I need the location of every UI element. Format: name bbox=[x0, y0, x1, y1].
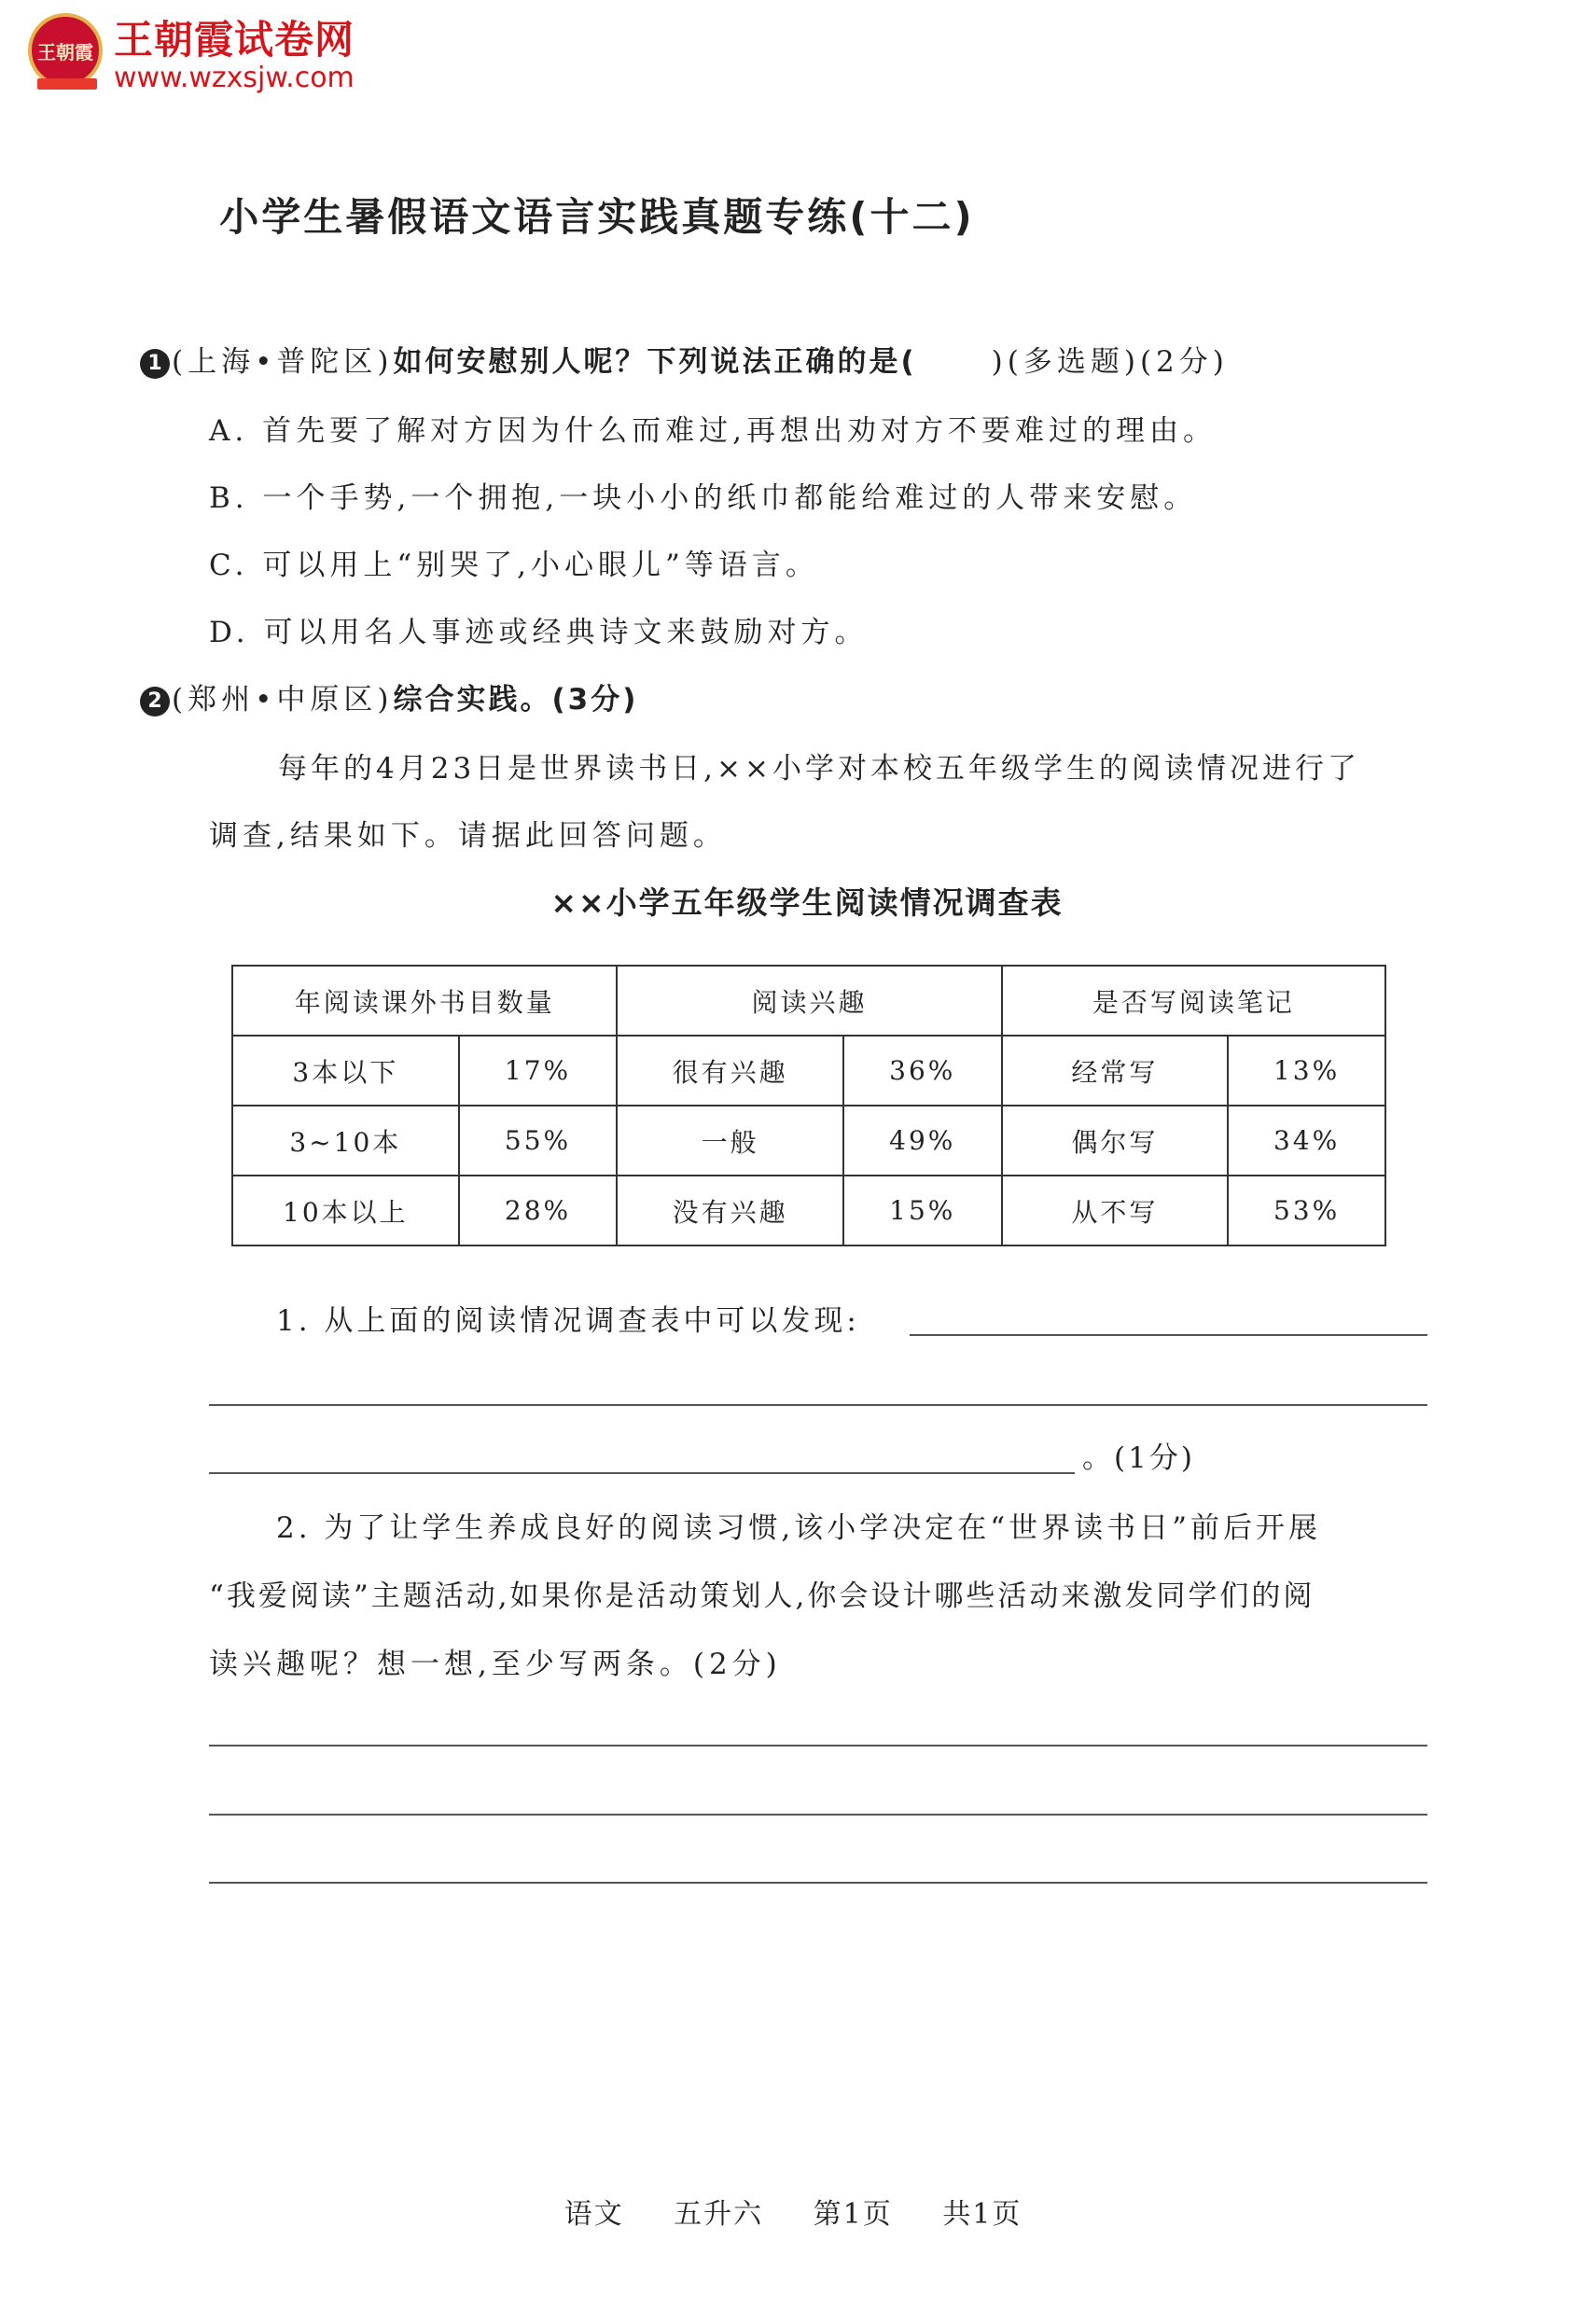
answer-line[interactable] bbox=[209, 1882, 1427, 1884]
table-row bbox=[232, 1176, 1385, 1245]
q1-stem-tail: )(多选题)(2分) bbox=[991, 345, 1229, 379]
q1-option-c: C. 可以用上“别哭了,小心眼儿”等语言。 bbox=[209, 549, 819, 582]
table-cell: 17% bbox=[459, 1036, 618, 1106]
logo-name: 王朝霞试卷网 bbox=[114, 17, 355, 63]
table-cell: 3~10本 bbox=[232, 1106, 459, 1176]
q1-stem-line bbox=[140, 338, 1229, 380]
footer-grade: 五升六 bbox=[674, 2198, 764, 2231]
footer-subject: 语文 bbox=[563, 2198, 624, 2231]
table-cell: 55% bbox=[459, 1106, 618, 1176]
q2-sub2-line3: 读兴趣呢？想一想,至少写两条。(2分) bbox=[209, 1648, 782, 1681]
table-cell: 没有兴趣 bbox=[617, 1176, 843, 1245]
q2-sub1-prompt: 1. 从上面的阅读情况调查表中可以发现: bbox=[276, 1304, 860, 1338]
footer-total: 共1页 bbox=[942, 2198, 1023, 2231]
q1-option-a: A. 首先要了解对方因为什么而难过,再想出劝对方不要难过的理由。 bbox=[209, 414, 1217, 448]
table-cell: 偶尔写 bbox=[1002, 1106, 1229, 1176]
table-cell: 34% bbox=[1228, 1106, 1385, 1176]
table-row bbox=[232, 1036, 1385, 1106]
footer-page: 第1页 bbox=[813, 2198, 893, 2231]
table-cell: 10本以上 bbox=[232, 1176, 459, 1245]
table-cell: 36% bbox=[843, 1036, 1002, 1106]
q1-number-icon: 1 bbox=[140, 349, 170, 379]
page-footer bbox=[0, 2191, 1586, 2232]
logo-url[interactable]: www.wzxsjw.com bbox=[114, 62, 355, 94]
answer-line[interactable] bbox=[209, 1745, 1427, 1746]
q1-source: (上海•普陀区) bbox=[172, 345, 394, 379]
table-header-cell: 年阅读课外书目数量 bbox=[232, 966, 617, 1036]
q2-sub2-line2: “我爱阅读”主题活动,如果你是活动策划人,你会设计哪些活动来激发同学们的阅 bbox=[209, 1579, 1315, 1613]
table-cell: 13% bbox=[1228, 1036, 1385, 1106]
q2-intro-line2: 调查,结果如下。请据此回答问题。 bbox=[209, 819, 727, 853]
table-title: ××小学五年级学生阅读情况调查表 bbox=[550, 884, 1064, 921]
table-row bbox=[232, 1106, 1385, 1176]
survey-table bbox=[231, 965, 1386, 1246]
table-cell: 53% bbox=[1228, 1176, 1385, 1245]
answer-line[interactable] bbox=[209, 1404, 1427, 1406]
answer-line[interactable] bbox=[910, 1334, 1427, 1336]
logo-badge-text: 王朝霞 bbox=[37, 40, 93, 63]
table-cell: 3本以下 bbox=[232, 1036, 459, 1106]
q1-option-d: D. 可以用名人事迹或经典诗文来鼓励对方。 bbox=[209, 616, 869, 649]
q2-stem: 综合实践。(3分) bbox=[393, 683, 639, 717]
logo-ribbon bbox=[37, 78, 97, 90]
table-cell: 经常写 bbox=[1002, 1036, 1229, 1106]
page-title: 小学生暑假语文语言实践真题专练(十二) bbox=[219, 194, 975, 240]
table-cell: 从不写 bbox=[1002, 1176, 1229, 1245]
q2-sub2-line1: 2. 为了让学生养成良好的阅读习惯,该小学决定在“世界读书日”前后开展 bbox=[276, 1511, 1321, 1545]
q1-stem: 如何安慰别人呢？下列说法正确的是( bbox=[393, 345, 917, 379]
q2-source: (郑州•中原区) bbox=[172, 683, 394, 717]
q2-number-icon: 2 bbox=[140, 687, 170, 717]
logo-badge bbox=[28, 13, 103, 88]
answer-line[interactable] bbox=[209, 1814, 1427, 1816]
table-cell: 一般 bbox=[617, 1106, 843, 1176]
q2-stem-line bbox=[140, 675, 638, 717]
table-header-row bbox=[232, 966, 1385, 1036]
table-header-cell: 是否写阅读笔记 bbox=[1002, 966, 1385, 1036]
table-header-cell: 阅读兴趣 bbox=[617, 966, 1001, 1036]
answer-line[interactable] bbox=[209, 1472, 1075, 1474]
table-cell: 49% bbox=[843, 1106, 1002, 1176]
table-cell: 15% bbox=[843, 1176, 1002, 1245]
q2-sub1-score: 。(1分) bbox=[1082, 1441, 1195, 1475]
table-cell: 28% bbox=[459, 1176, 618, 1245]
q1-option-b: B. 一个手势,一个拥抱,一块小小的纸巾都能给难过的人带来安慰。 bbox=[209, 481, 1198, 515]
q2-intro-line1: 每年的4月23日是世界读书日,××小学对本校五年级学生的阅读情况进行了 bbox=[278, 752, 1360, 786]
table-cell: 很有兴趣 bbox=[617, 1036, 843, 1106]
